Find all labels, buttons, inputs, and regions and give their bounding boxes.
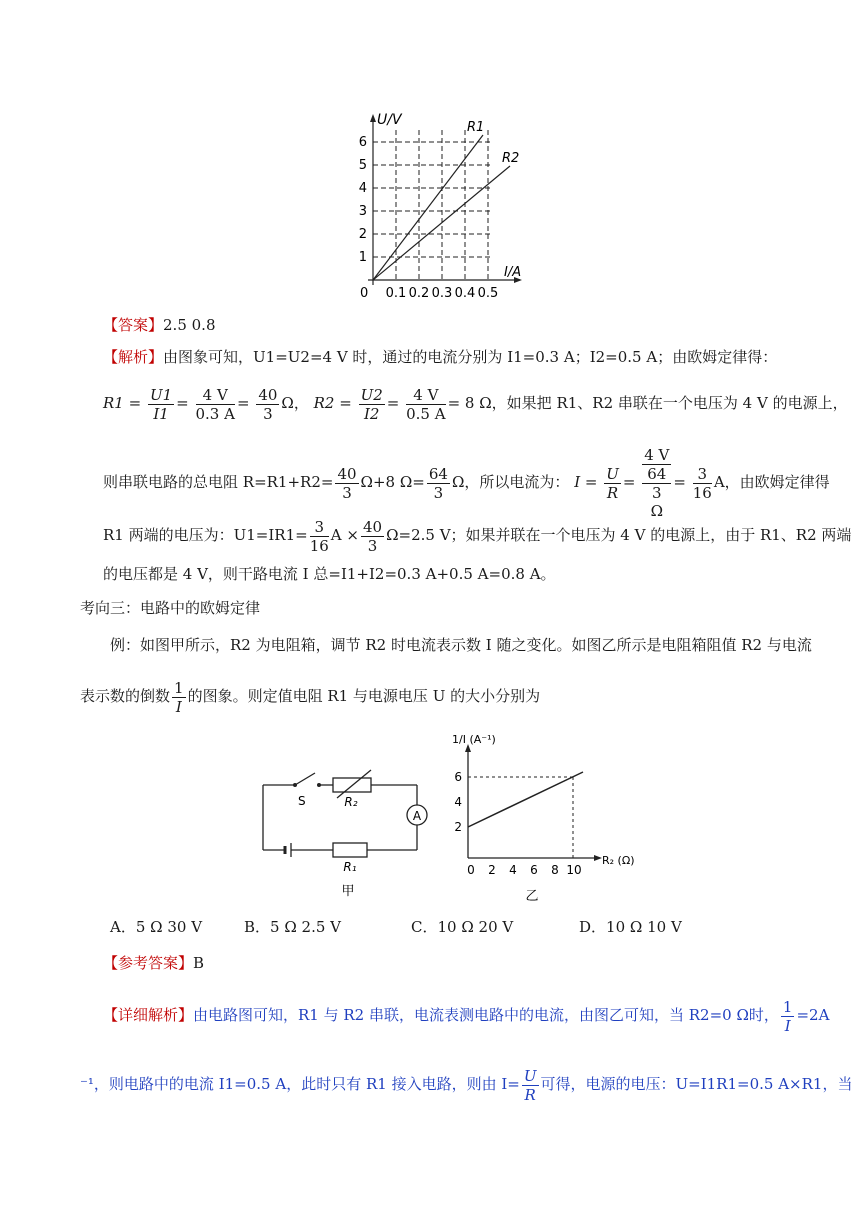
graph2-y-label: 1/I (A⁻¹) xyxy=(452,733,496,746)
graph2-xtick: 6 xyxy=(530,863,538,877)
analysis-line-3: 则串联电路的总电阻 R=R1+R2= $\frac{40}{3}$ Ω+8 Ω= $\frac{64}{3}$ Ω，所以电流为： I = $\frac{U}{R}$ = 4 V 64 3 Ω = $\frac{3}{16}$ A，由欧姆定律得 xyxy=(103,446,830,520)
fraction: $\frac{1}{I}$ xyxy=(782,997,793,1035)
option-d: D．10 Ω 10 V xyxy=(579,918,682,936)
r2-inverse-current-graph xyxy=(440,730,640,905)
graph1-xtick: 0.2 xyxy=(408,286,430,301)
r1-label: R₁ xyxy=(343,860,357,874)
fraction: $\frac{4 V}{0.5 A}$ xyxy=(406,385,446,423)
graph1-xtick: 0.5 xyxy=(477,286,499,301)
graph1-r2-label: R2 xyxy=(502,151,520,166)
circuit-caption: 甲 xyxy=(341,884,355,899)
analysis-text-4c: Ω=2.5 V；如果并联在一个电压为 4 V 的电源上，由于 R1、R2 两端 xyxy=(386,526,852,544)
graph2-xtick: 2 xyxy=(488,863,496,877)
detail-line-1 xyxy=(103,991,829,1039)
detail-text-2: ⁻¹，则电路中的电流 I1=0.5 A，此时只有 R1 接入电路，则由 I= xyxy=(80,1075,520,1093)
graph2-xtick: 4 xyxy=(509,863,517,877)
circuit-diagram xyxy=(255,765,435,900)
ref-answer-tag: 【参考答案】 xyxy=(103,954,194,972)
graph1-r1-label: R1 xyxy=(467,120,485,135)
graph2-line xyxy=(468,772,583,827)
formula-r1-lhs: R1 = xyxy=(103,394,142,412)
fraction: 4 V 64 3 Ω xyxy=(644,446,670,520)
graph1-x-ticks xyxy=(386,286,499,301)
r2-arrow xyxy=(337,770,371,798)
analysis-text-3d: A，由欧姆定律得 xyxy=(713,473,830,491)
analysis-text-3b: Ω+8 Ω= xyxy=(360,473,425,491)
fraction: $\frac{U}{R}$ xyxy=(606,464,619,502)
formula-i-lhs: I = xyxy=(574,473,598,491)
graph1-ytick: 6 xyxy=(358,135,367,150)
fraction: $\frac{3}{16}$ xyxy=(309,517,329,555)
analysis-text-4: R1 两端的电压为：U1=IR1= xyxy=(103,526,308,544)
switch-label: S xyxy=(298,794,306,808)
option-c: C．10 Ω 20 V xyxy=(411,918,514,936)
fraction: $\frac{40}{3}$ xyxy=(337,464,357,502)
ref-answer-text: B xyxy=(193,954,205,972)
question-text-2: 表示数的倒数 xyxy=(80,687,171,705)
analysis-line-4 xyxy=(103,514,851,556)
analysis-text-3: 则串联电路的总电阻 R=R1+R2= xyxy=(103,473,334,491)
graph2-x-label: R₂ (Ω) xyxy=(602,854,635,867)
formula-unit: Ω， xyxy=(281,394,309,412)
graph1-ytick: 4 xyxy=(358,181,367,196)
r1-box xyxy=(333,843,367,857)
analysis-line-2: R1 = $\frac{U1}{I1}$ = $\frac{4 V}{0.3 A}$ = $\frac{40}{3}$ Ω， R2 = $\frac{U2}{I2}$ = $\frac{4 V}{0.5 A}$ = 8 Ω，如果把 R1、R2 串联在一个电压为 4 V 的电源上， xyxy=(103,385,848,423)
question-line-2 xyxy=(80,674,540,718)
analysis-text-5: 的电压都是 4 V，则干路电流 I 总=I1+I2=0.3 A+0.5 A=0.8 A。 xyxy=(103,565,556,583)
analysis-tag: 【解析】 xyxy=(103,348,164,366)
ui-graph xyxy=(350,110,540,305)
graph2-ytick: 4 xyxy=(454,795,462,809)
detail-line-2 xyxy=(80,1060,852,1108)
question-text-2b: 的图象。则定值电阻 R1 与电源电压 U 的大小分别为 xyxy=(187,687,541,705)
graph1-origin: 0 xyxy=(360,286,369,301)
graph1-ytick: 2 xyxy=(358,227,367,242)
graph1-xtick: 0.4 xyxy=(454,286,476,301)
formula-r2-lhs: R2 = xyxy=(313,394,352,412)
fraction: $\frac{64}{3}$ xyxy=(428,464,448,502)
ref-answer-line xyxy=(103,952,204,974)
graph2-x-ticks xyxy=(467,863,581,877)
graph1-xtick: 0.1 xyxy=(385,286,407,301)
graph2-xtick: 8 xyxy=(551,863,559,877)
section-heading: 考向三：电路中的欧姆定律 xyxy=(80,599,261,617)
fraction: $\frac{40}{3}$ xyxy=(258,385,278,423)
graph1-y-label: U/V xyxy=(377,112,402,128)
fraction: $\frac{40}{3}$ xyxy=(362,517,383,555)
ammeter-label: A xyxy=(412,809,422,823)
option-a: A．5 Ω 30 V xyxy=(110,918,203,936)
analysis-line-1 xyxy=(103,346,777,368)
answer-text: 2.5 0.8 xyxy=(163,316,216,334)
fraction: $\frac{U2}{I2}$ xyxy=(360,385,383,423)
answer-line xyxy=(103,314,216,336)
analysis-text-3c: Ω，所以电流为： xyxy=(451,473,570,491)
graph2-ytick: 2 xyxy=(454,820,462,834)
graph2-ytick: 6 xyxy=(454,770,462,784)
fraction: $\frac{1}{I}$ xyxy=(174,678,184,716)
switch-blade xyxy=(295,773,315,785)
analysis-text-4b: A × xyxy=(330,526,359,544)
analysis-text-1: 由图象可知，U1=U2=4 V 时，通过的电流分别为 I1=0.3 A；I2=0.5 A；由欧姆定律得： xyxy=(163,348,778,366)
detail-tag: 【详细解析】 xyxy=(103,1006,194,1024)
graph1-y-arrow xyxy=(370,114,376,122)
graph2-caption: 乙 xyxy=(525,889,539,904)
graph1-line-r1 xyxy=(373,135,483,280)
detail-text-1b: =2A xyxy=(796,1006,830,1024)
graph2-y-ticks xyxy=(454,770,462,834)
graph2-x-arrow xyxy=(594,855,602,861)
detail-text-1: 由电路图可知，R1 与 R2 串联，电流表测电路中的电流，由图乙可知，当 R2=0 Ω时， xyxy=(193,1006,779,1024)
fraction: $\frac{U}{R}$ xyxy=(523,1066,537,1104)
question-line-1: 例：如图甲所示，R2 为电阻箱，调节 R2 时电流表示数 I 随之变化。如图乙所示是电阻箱阻值 R2 与电流 xyxy=(110,636,812,654)
answer-tag: 【答案】 xyxy=(103,316,164,334)
graph2-xtick: 0 xyxy=(467,863,475,877)
option-b: B．5 Ω 2.5 V xyxy=(244,918,341,936)
graph1-ytick: 1 xyxy=(358,250,367,265)
fraction: $\frac{3}{16}$ xyxy=(692,464,712,502)
graph2-xtick: 10 xyxy=(566,863,582,877)
graph1-x-label: I/A xyxy=(504,265,522,280)
fraction: $\frac{U1}{I1}$ xyxy=(149,385,173,423)
graph1-ytick: 5 xyxy=(358,158,367,173)
graph1-xtick: 0.3 xyxy=(431,286,453,301)
r2-label: R₂ xyxy=(344,795,358,809)
analysis-line-5 xyxy=(103,563,556,585)
graph1-ytick: 3 xyxy=(358,204,367,219)
graph1-y-ticks xyxy=(359,135,367,265)
formula-r2-rhs: = 8 Ω，如果把 R1、R2 串联在一个电压为 4 V 的电源上， xyxy=(447,394,848,412)
fraction: $\frac{4 V}{0.3 A}$ xyxy=(195,385,235,423)
detail-text-2b: 可得，电源的电压：U=I1R1=0.5 A×R1，当 xyxy=(540,1075,853,1093)
